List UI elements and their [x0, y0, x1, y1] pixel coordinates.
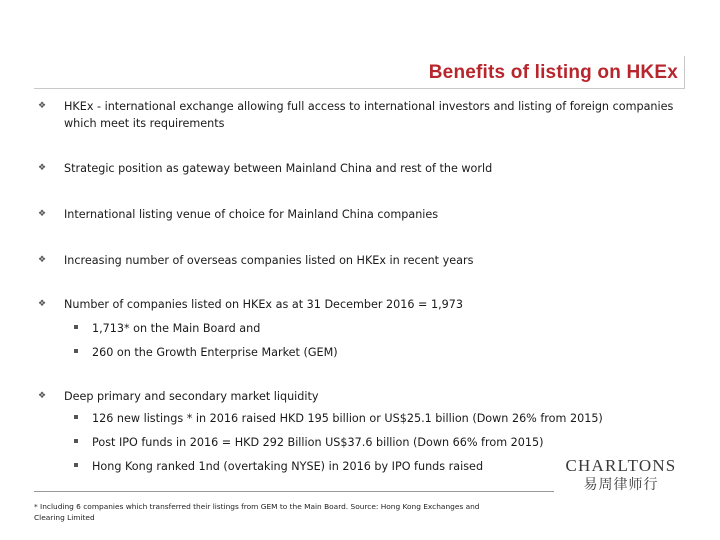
footnote-line1: * Including 6 companies which transferred their listings from GEM to the Main Board. Source: Hong Kong Exchanges and: [34, 502, 480, 511]
diamond-bullet-icon: ❖: [38, 255, 47, 265]
sub-bullet-text: 1,713* on the Main Board and: [92, 322, 261, 335]
diamond-bullet-icon: ❖: [38, 209, 47, 219]
diamond-bullet-icon: ❖: [38, 101, 47, 111]
sub-bullet-text: 260 on the Growth Enterprise Market (GEM): [92, 346, 338, 359]
sub-bullet-text: Post IPO funds in 2016 = HKD 292 Billion US$37.6 billion (Down 66% from 2015): [92, 436, 544, 449]
diamond-bullet-icon: ❖: [38, 391, 47, 401]
square-bullet-icon: [74, 415, 78, 419]
sub-bullet-text: Hong Kong ranked 1nd (overtaking NYSE) in 2016 by IPO funds raised: [92, 460, 484, 473]
bullet-text: Strategic position as gateway between Mainland China and rest of the world: [64, 162, 493, 175]
bullet-text-line2: which meet its requirements: [64, 117, 225, 130]
bullet-text: Deep primary and secondary market liquidity: [64, 390, 319, 403]
sub-bullet-text: 126 new listings * in 2016 raised HKD 195 billion or US$25.1 billion (Down 26% from 2015): [92, 412, 603, 425]
footnote: [34, 491, 554, 523]
square-bullet-icon: [74, 463, 78, 467]
title-divider: [34, 88, 684, 89]
logo-name-chinese: 易周律师行: [583, 477, 659, 493]
charltons-logo: [562, 456, 680, 494]
bullet-text: Increasing number of overseas companies listed on HKEx in recent years: [64, 254, 474, 267]
diamond-bullet-icon: ❖: [38, 299, 47, 309]
diamond-bullet-icon: ❖: [38, 163, 47, 173]
slide-title: Benefits of listing on HKEx: [428, 62, 678, 83]
bullet-text: Number of companies listed on HKEx as at 31 December 2016 = 1,973: [64, 298, 463, 311]
square-bullet-icon: [74, 349, 78, 353]
logo-name-english: CHARLTONS: [565, 456, 677, 475]
bullet-text-line1: HKEx - international exchange allowing full access to international investors and listing of foreign companies: [64, 100, 674, 113]
bullet-text: International listing venue of choice for Mainland China companies: [64, 208, 439, 221]
title-divider-vertical: [684, 56, 685, 89]
square-bullet-icon: [74, 439, 78, 443]
footnote-line2: Clearing Limited: [34, 513, 95, 522]
square-bullet-icon: [74, 325, 78, 329]
